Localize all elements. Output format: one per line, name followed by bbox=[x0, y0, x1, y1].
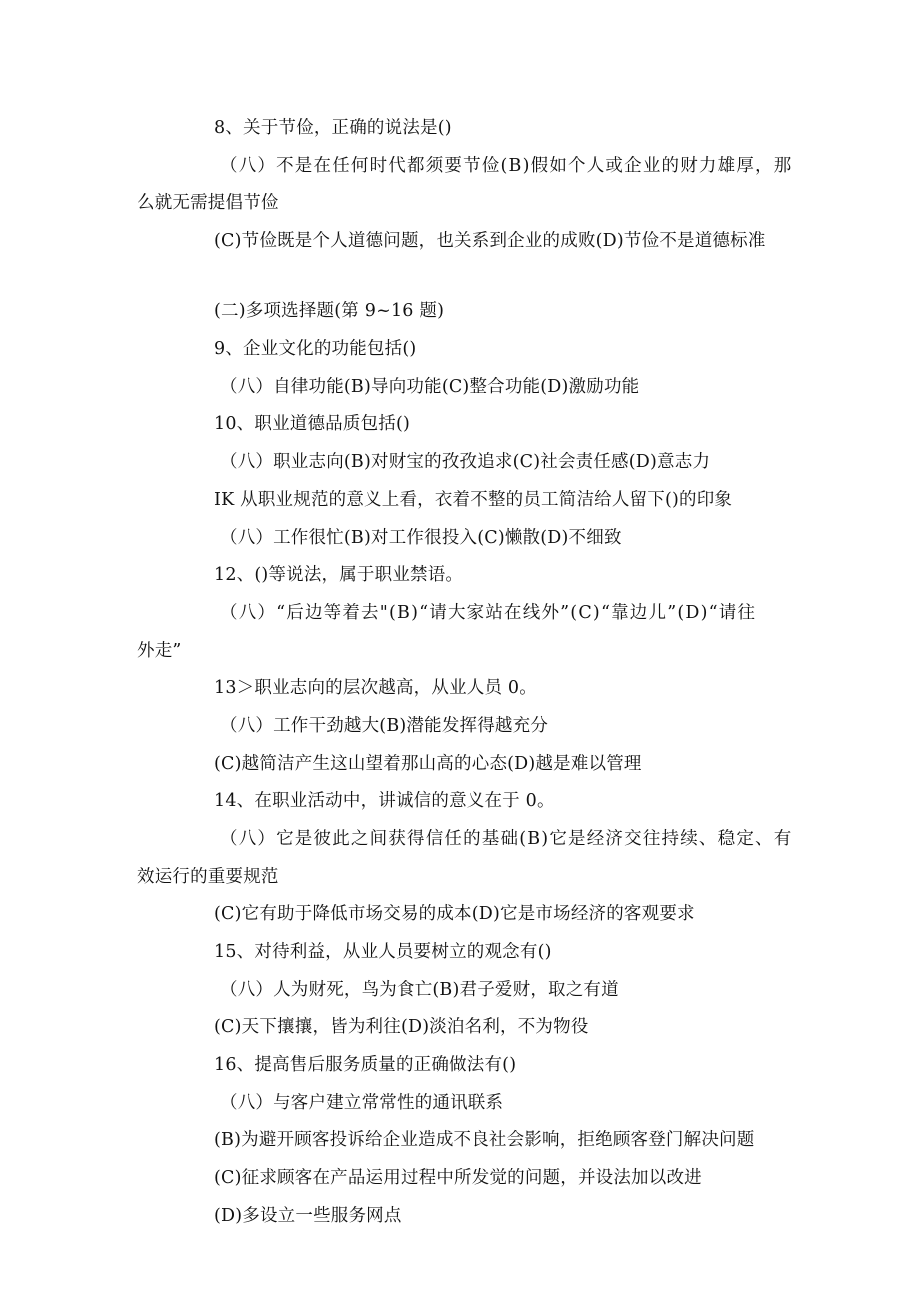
question-14-options-line-3: (C)它有助于降低市场交易的成本(D)它是市场经济的客观要求 bbox=[214, 904, 695, 924]
question-8-options-line-2: 么就无需提倡节俭 bbox=[137, 193, 279, 213]
question-15-stem: 15、对待利益，从业人员要树立的观念有() bbox=[214, 942, 552, 962]
question-16-option-a: （八）与客户建立常常性的通讯联系 bbox=[220, 1093, 504, 1113]
section-heading-multiple-choice: (二)多项选择题(第 9~16 题) bbox=[214, 301, 445, 321]
question-16-option-c: (C)征求顾客在产品运用过程中所发觉的问题，并设法加以改进 bbox=[214, 1168, 702, 1188]
question-9-stem: 9、企业文化的功能包括() bbox=[214, 339, 417, 359]
question-13-stem: 13＞职业志向的层次越高，从业人员 0。 bbox=[214, 678, 537, 698]
question-16-option-b: (B)为避开顾客投诉给企业造成不良社会影响，拒绝顾客登门解决问题 bbox=[214, 1130, 755, 1150]
question-13-options-line-2: (C)越简洁产生这山望着那山高的心态(D)越是难以管理 bbox=[214, 754, 642, 774]
question-11-stem: IK 从职业规范的意义上看，衣着不整的员工简洁给人留下()的印象 bbox=[214, 490, 733, 510]
question-8-stem: 8、关于节俭，正确的说法是() bbox=[214, 118, 452, 138]
question-14-options-line-2: 效运行的重要规范 bbox=[137, 867, 279, 887]
question-9-options: （八）自律功能(B)导向功能(C)整合功能(D)激励功能 bbox=[220, 377, 640, 397]
question-14-stem: 14、在职业活动中，讲诚信的意义在于 0。 bbox=[214, 791, 555, 811]
question-8-options-line-1: （八）不是在任何时代都须要节俭(B)假如个人或企业的财力雄厚，那 bbox=[220, 156, 793, 176]
question-12-options-line-2: 外走” bbox=[137, 641, 182, 661]
question-15-options-line-2: (C)天下攘攘，皆为利往(D)淡泊名利，不为物役 bbox=[214, 1017, 589, 1037]
question-14-options-line-1: （八）它是彼此之间获得信任的基础(B)它是经济交往持续、稳定、有 bbox=[220, 829, 793, 849]
question-12-options-line-1: （八）“后边等着去"(B)“请大家站在线外”(C)“靠边儿”(D)“请往 bbox=[220, 603, 757, 623]
question-16-stem: 16、提高售后服务质量的正确做法有() bbox=[214, 1055, 517, 1075]
question-11-options: （八）工作很忙(B)对工作很投入(C)懒散(D)不细致 bbox=[220, 528, 622, 548]
question-10-stem: 10、职业道德品质包括() bbox=[214, 414, 411, 434]
question-15-options-line-1: （八）人为财死，鸟为食亡(B)君子爱财，取之有道 bbox=[220, 980, 619, 1000]
question-12-stem: 12、()等说法，属于职业禁语。 bbox=[214, 565, 464, 585]
question-13-options-line-1: （八）工作干劲越大(B)潜能发挥得越充分 bbox=[220, 716, 549, 736]
question-16-option-d: (D)多设立一些服务网点 bbox=[214, 1206, 402, 1226]
question-8-options-line-3: (C)节俭既是个人道德问题，也关系到企业的成败(D)节俭不是道德标准 bbox=[214, 231, 766, 251]
question-10-options: （八）职业志向(B)对财宝的孜孜追求(C)社会责任感(D)意志力 bbox=[220, 452, 711, 472]
